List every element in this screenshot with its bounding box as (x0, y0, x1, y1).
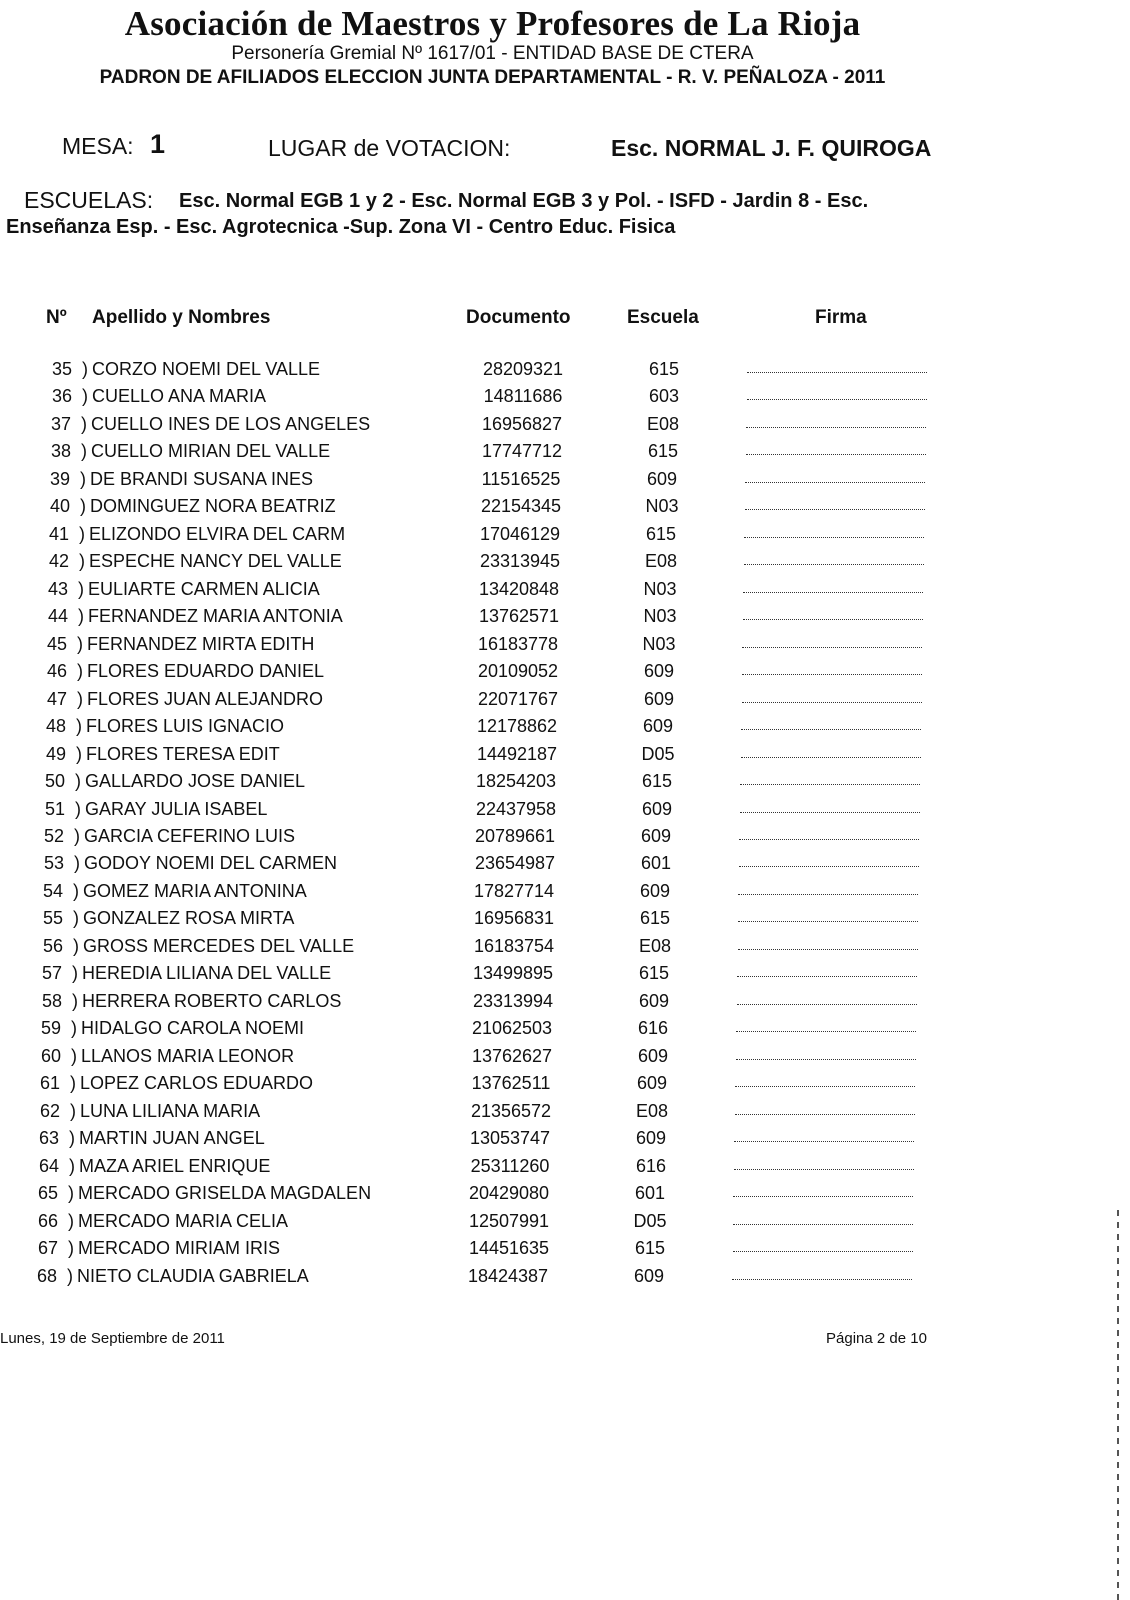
voter-name: GARAY JULIA ISABEL (85, 798, 268, 819)
voter-school: 615 (634, 1238, 666, 1259)
table-row (0, 1101, 1130, 1128)
row-number: 58 (41, 990, 62, 1011)
voter-name: LLANOS MARIA LEONOR (81, 1045, 295, 1066)
row-number: 64 (38, 1155, 59, 1176)
voter-name: LOPEZ CARLOS EDUARDO (80, 1073, 314, 1094)
table-row (0, 1211, 1130, 1238)
table-row (0, 689, 1130, 716)
voter-document: 16956831 (473, 908, 555, 929)
voter-school: 601 (634, 1183, 666, 1204)
signature-line (740, 812, 920, 813)
voter-document: 20109052 (477, 661, 559, 682)
row-number: 57 (41, 963, 62, 984)
table-row (0, 963, 1130, 990)
signature-line (742, 702, 922, 703)
row-number: 45 (46, 633, 67, 654)
voter-school: N03 (643, 578, 677, 599)
voter-document: 23313945 (479, 551, 561, 572)
voter-name: MERCADO MIRIAM IRIS (78, 1238, 281, 1259)
signature-line (738, 921, 918, 922)
voter-document: 13053747 (469, 1128, 551, 1149)
voter-school: 609 (646, 468, 678, 489)
mesa-value: 1 (150, 129, 166, 159)
row-separator: ) (73, 935, 79, 956)
row-number: 37 (50, 413, 71, 434)
signature-line (738, 894, 918, 895)
voter-document: 21062503 (471, 1018, 553, 1039)
voter-name: GARCIA CEFERINO LUIS (84, 825, 296, 846)
voter-school: 616 (635, 1155, 667, 1176)
padron-heading: PADRON DE AFILIADOS ELECCION JUNTA DEPARTAMENTAL - R. V. PEÑALOZA - 2011 (99, 67, 886, 88)
voter-name: HERRERA ROBERTO CARLOS (82, 990, 342, 1011)
row-separator: ) (71, 1018, 77, 1039)
table-row (0, 551, 1130, 578)
voter-document: 23313994 (472, 990, 554, 1011)
header-school: Escuela (627, 307, 699, 328)
header-num: Nº (46, 307, 67, 328)
voter-school: 609 (639, 880, 671, 901)
row-number: 67 (37, 1238, 58, 1259)
signature-line (739, 866, 919, 867)
voter-name: GOMEZ MARIA ANTONINA (83, 880, 307, 901)
signature-line (737, 1004, 917, 1005)
signature-line (743, 592, 923, 593)
table-row (0, 1238, 1130, 1265)
table-row (0, 771, 1130, 798)
voter-school: 609 (643, 688, 675, 709)
voter-document: 22437958 (475, 798, 557, 819)
signature-line (742, 674, 922, 675)
row-number: 42 (48, 551, 69, 572)
voter-school: N03 (643, 606, 677, 627)
voter-document: 12178862 (476, 716, 558, 737)
table-row (0, 496, 1130, 523)
voter-school: D05 (641, 743, 675, 764)
row-separator: ) (79, 551, 85, 572)
row-separator: ) (76, 743, 82, 764)
table-row (0, 579, 1130, 606)
voter-school: 615 (639, 908, 671, 929)
signature-line (739, 839, 919, 840)
table-row (0, 716, 1130, 743)
organization-subtitle: Personería Gremial Nº 1617/01 - ENTIDAD BASE DE CTERA (231, 43, 754, 64)
voter-school: 609 (636, 1073, 668, 1094)
voter-school: 609 (637, 1045, 669, 1066)
voter-name: CUELLO ANA MARIA (92, 386, 267, 407)
signature-line (734, 1169, 914, 1170)
row-separator: ) (77, 688, 83, 709)
voter-document: 14811686 (483, 386, 563, 407)
row-separator: ) (76, 716, 82, 737)
voter-school: N03 (645, 496, 679, 517)
voter-document: 13499895 (472, 963, 554, 984)
voter-document: 12507991 (468, 1210, 550, 1231)
voter-school: 616 (637, 1018, 669, 1039)
row-separator: ) (82, 386, 88, 407)
voter-school: E08 (646, 413, 680, 434)
voter-document: 20429080 (468, 1183, 550, 1204)
row-separator: ) (68, 1183, 74, 1204)
table-row (0, 908, 1130, 935)
row-separator: ) (80, 496, 86, 517)
row-separator: ) (77, 633, 83, 654)
table-row (0, 469, 1130, 496)
voter-name: CUELLO INES DE LOS ANGELES (91, 413, 371, 434)
row-separator: ) (74, 825, 80, 846)
signature-line (744, 537, 924, 538)
signature-line (732, 1279, 912, 1280)
table-row (0, 991, 1130, 1018)
table-row (0, 799, 1130, 826)
row-separator: ) (81, 441, 87, 462)
voter-document: 16183778 (477, 633, 559, 654)
row-separator: ) (73, 880, 79, 901)
row-separator: ) (68, 1238, 74, 1259)
voter-school: 601 (640, 853, 672, 874)
row-separator: ) (78, 606, 84, 627)
voter-document: 14492187 (476, 743, 558, 764)
signature-line (741, 729, 921, 730)
table-row (0, 881, 1130, 908)
voter-document: 13762511 (471, 1073, 551, 1094)
row-number: 44 (47, 606, 68, 627)
row-number: 50 (44, 771, 65, 792)
voter-name: FLORES EDUARDO DANIEL (87, 661, 325, 682)
row-separator: ) (69, 1155, 75, 1176)
row-number: 39 (49, 468, 70, 489)
voter-school: D05 (633, 1210, 667, 1231)
voter-school: 609 (641, 798, 673, 819)
voter-document: 18424387 (467, 1265, 549, 1286)
voter-name: MAZA ARIEL ENRIQUE (79, 1155, 271, 1176)
row-number: 47 (46, 688, 67, 709)
signature-line (747, 399, 927, 400)
voter-school: 615 (645, 523, 677, 544)
voter-name: MARTIN JUAN ANGEL (79, 1128, 265, 1149)
mesa-label: MESA: (62, 133, 134, 159)
signature-line (733, 1196, 913, 1197)
voter-document: 22154345 (480, 496, 562, 517)
header-name: Apellido y Nombres (92, 307, 271, 328)
header-document: Documento (466, 307, 571, 328)
row-separator: ) (75, 771, 81, 792)
table-row (0, 1073, 1130, 1100)
row-separator: ) (71, 1045, 77, 1066)
voter-document: 17046129 (479, 523, 561, 544)
table-row (0, 386, 1130, 413)
signature-line (735, 1114, 915, 1115)
voter-school: 615 (638, 963, 670, 984)
signature-line (733, 1251, 913, 1252)
voter-name: FLORES JUAN ALEJANDRO (87, 688, 324, 709)
voter-name: ELIZONDO ELVIRA DEL CARM (89, 523, 346, 544)
escuelas-list-line-1: Esc. Normal EGB 1 y 2 - Esc. Normal EGB 3 y Pol. - ISFD - Jardin 8 - Esc. (179, 190, 869, 212)
voter-school: 609 (633, 1265, 665, 1286)
row-separator: ) (67, 1265, 73, 1286)
voter-name: FERNANDEZ MARIA ANTONIA (88, 606, 343, 627)
voter-school: 615 (648, 359, 680, 379)
voter-document: 23654987 (474, 853, 556, 874)
row-separator: ) (74, 853, 80, 874)
scan-edge-mark (1117, 1210, 1119, 1600)
lugar-label: LUGAR de VOTACION: (268, 135, 511, 161)
voter-name: DOMINGUEZ NORA BEATRIZ (90, 496, 336, 517)
signature-line (746, 427, 926, 428)
row-number: 61 (39, 1073, 60, 1094)
table-row (0, 1046, 1130, 1073)
signature-line (740, 784, 920, 785)
row-number: 66 (37, 1210, 58, 1231)
voter-document: 16183754 (473, 935, 555, 956)
voter-name: CORZO NOEMI DEL VALLE (92, 359, 321, 379)
row-separator: ) (82, 359, 88, 379)
voter-school: 609 (638, 990, 670, 1011)
table-row (0, 1156, 1130, 1183)
voter-name: DE BRANDI SUSANA INES (90, 468, 314, 489)
voter-school: E08 (635, 1100, 669, 1121)
voter-document: 21356572 (470, 1100, 552, 1121)
row-separator: ) (68, 1210, 74, 1231)
signature-line (742, 647, 922, 648)
row-number: 62 (39, 1100, 60, 1121)
row-separator: ) (78, 578, 84, 599)
escuelas-label: ESCUELAS: (24, 187, 154, 213)
row-number: 36 (51, 386, 72, 407)
voter-document: 28209321 (482, 359, 564, 379)
voter-school: E08 (638, 935, 672, 956)
voter-name: LUNA LILIANA MARIA (80, 1100, 261, 1121)
voter-name: FLORES LUIS IGNACIO (86, 716, 285, 737)
signature-line (746, 454, 926, 455)
voter-school: 603 (648, 386, 680, 407)
signature-line (745, 509, 925, 510)
signature-line (736, 1059, 916, 1060)
row-number: 46 (46, 661, 67, 682)
table-row (0, 606, 1130, 633)
voter-school: 615 (647, 441, 679, 462)
row-number: 55 (42, 908, 63, 929)
voter-document: 18254203 (475, 771, 557, 792)
voter-document: 17827714 (473, 880, 555, 901)
row-separator: ) (79, 523, 85, 544)
voter-name: MERCADO MARIA CELIA (78, 1210, 289, 1231)
voter-document: 13762571 (478, 606, 560, 627)
voter-name: GROSS MERCEDES DEL VALLE (83, 935, 355, 956)
table-row (0, 359, 1130, 386)
signature-line (737, 976, 917, 977)
voter-document: 16956827 (481, 413, 563, 434)
row-number: 53 (43, 853, 64, 874)
voter-school: 609 (640, 825, 672, 846)
row-number: 59 (40, 1018, 61, 1039)
table-row (0, 1183, 1130, 1210)
row-number: 38 (50, 441, 71, 462)
voter-name: HIDALGO CAROLA NOEMI (81, 1018, 305, 1039)
row-number: 56 (42, 935, 63, 956)
row-number: 41 (48, 523, 69, 544)
row-number: 43 (47, 578, 68, 599)
voter-document: 11516525 (481, 468, 561, 489)
signature-line (744, 564, 924, 565)
organization-title: Asociación de Maestros y Profesores de La Rioja (124, 4, 861, 43)
table-row (0, 936, 1130, 963)
voter-name: FERNANDEZ MIRTA EDITH (87, 633, 315, 654)
voter-document: 17747712 (481, 441, 563, 462)
table-row (0, 853, 1130, 880)
row-separator: ) (69, 1128, 75, 1149)
table-row (0, 414, 1130, 441)
signature-line (738, 949, 918, 950)
voter-name: EULIARTE CARMEN ALICIA (88, 578, 320, 599)
voter-name: GALLARDO JOSE DANIEL (85, 771, 306, 792)
row-number: 63 (38, 1128, 59, 1149)
row-number: 35 (51, 359, 72, 379)
escuelas-list-line-2: Enseñanza Esp. - Esc. Agrotecnica -Sup. Zona VI - Centro Educ. Fisica (6, 216, 676, 238)
signature-line (734, 1141, 914, 1142)
voter-school: N03 (642, 633, 676, 654)
table-row (0, 1128, 1130, 1155)
signature-line (736, 1031, 916, 1032)
row-number: 65 (37, 1183, 58, 1204)
row-number: 52 (43, 825, 64, 846)
table-row (0, 524, 1130, 551)
voter-name: CUELLO MIRIAN DEL VALLE (91, 441, 331, 462)
voter-document: 13762627 (471, 1045, 553, 1066)
lugar-value: Esc. NORMAL J. F. QUIROGA (611, 135, 932, 161)
footer-page-number: Página 2 de 10 (826, 1330, 927, 1347)
voter-document: 20789661 (474, 825, 556, 846)
table-row (0, 744, 1130, 771)
row-separator: ) (81, 413, 87, 434)
signature-line (733, 1224, 913, 1225)
voter-document: 25311260 (470, 1155, 550, 1176)
signature-line (747, 372, 927, 373)
voter-name: GONZALEZ ROSA MIRTA (83, 908, 295, 929)
row-number: 68 (36, 1265, 57, 1286)
header-signature: Firma (815, 307, 867, 328)
voter-name: MERCADO GRISELDA MAGDALEN (78, 1183, 372, 1204)
footer-date: Lunes, 19 de Septiembre de 2011 (0, 1330, 225, 1347)
table-row (0, 1266, 1130, 1293)
table-row (0, 661, 1130, 688)
row-number: 60 (40, 1045, 61, 1066)
row-separator: ) (80, 468, 86, 489)
table-row (0, 1018, 1130, 1045)
voter-school: 609 (635, 1128, 667, 1149)
row-separator: ) (72, 963, 78, 984)
row-number: 40 (49, 496, 70, 517)
row-separator: ) (75, 798, 81, 819)
signature-line (741, 757, 921, 758)
row-number: 48 (45, 716, 66, 737)
table-row (0, 826, 1130, 853)
voter-document: 13420848 (478, 578, 560, 599)
row-separator: ) (70, 1100, 76, 1121)
table-row (0, 441, 1130, 468)
row-separator: ) (70, 1073, 76, 1094)
voter-name: GODOY NOEMI DEL CARMEN (84, 853, 338, 874)
voter-document: 22071767 (477, 688, 559, 709)
voter-name: ESPECHE NANCY DEL VALLE (89, 551, 342, 572)
voter-school: 615 (641, 771, 673, 792)
row-number: 51 (44, 798, 65, 819)
voter-document: 14451635 (468, 1238, 550, 1259)
voter-name: NIETO CLAUDIA GABRIELA (77, 1265, 309, 1286)
row-separator: ) (77, 661, 83, 682)
voter-school: 609 (642, 716, 674, 737)
row-separator: ) (73, 908, 79, 929)
signature-line (745, 482, 925, 483)
row-number: 49 (45, 743, 66, 764)
row-number: 54 (42, 880, 63, 901)
table-row (0, 634, 1130, 661)
voter-name: HEREDIA LILIANA DEL VALLE (82, 963, 332, 984)
row-separator: ) (72, 990, 78, 1011)
signature-line (735, 1086, 915, 1087)
voter-school: E08 (644, 551, 678, 572)
voter-school: 609 (643, 661, 675, 682)
voter-name: FLORES TERESA EDIT (86, 743, 280, 764)
signature-line (743, 619, 923, 620)
